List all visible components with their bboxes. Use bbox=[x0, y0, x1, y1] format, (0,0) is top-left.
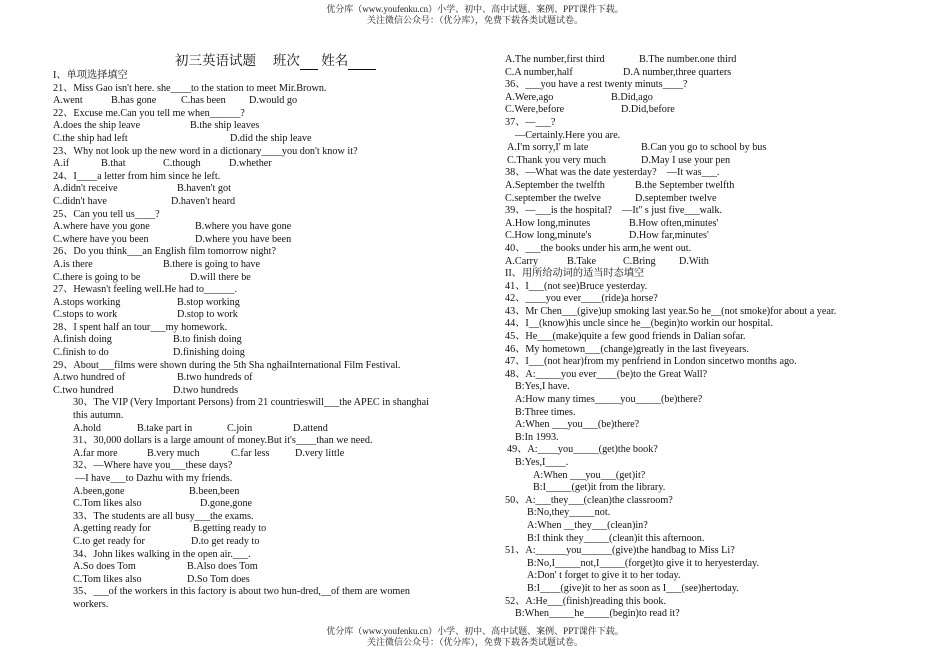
option: C.A number,half bbox=[505, 66, 573, 78]
question-36-options bbox=[505, 92, 915, 105]
page-footer bbox=[0, 626, 950, 648]
option: D.May I use your pen bbox=[641, 154, 731, 166]
option: D.whether bbox=[229, 158, 272, 170]
question-31: 31、30,000 dollars is a large amount of money.But it's____than we need. bbox=[73, 435, 373, 447]
question-52-line: B:When_____he_____(begin)to read it? bbox=[515, 608, 680, 620]
question-43: 43、Mr Chen___(give)up smoking last year.So he__(not smoke)for about a year. bbox=[505, 305, 837, 317]
question-49-line: B:Yes,I____. bbox=[515, 457, 569, 468]
question-24-options-2 bbox=[53, 196, 453, 209]
option: A.The number,first third bbox=[505, 54, 605, 65]
question-27-options bbox=[53, 297, 453, 310]
question-32-options bbox=[53, 486, 453, 499]
option: C.Were,before bbox=[505, 104, 565, 116]
question-35-options-2 bbox=[505, 67, 915, 80]
option: A.two hundred of bbox=[53, 372, 126, 384]
question-39-options bbox=[505, 218, 915, 231]
question-35-cont: workers. bbox=[73, 598, 109, 610]
option: B.the ship leaves bbox=[190, 120, 260, 132]
question-23: 23、Why not look up the new word in a dictionary____you don't know it? bbox=[53, 145, 358, 157]
name-blank bbox=[348, 52, 376, 70]
question-28: 28、I spent half an tour___my homework. bbox=[53, 321, 228, 333]
option: D.A number,three quarters bbox=[623, 66, 732, 78]
option: A.didn't receive bbox=[53, 183, 118, 195]
option: A.does the ship leave bbox=[53, 120, 141, 132]
option: B.very much bbox=[147, 447, 200, 459]
question-27: 27、Hewasn't feeling well.He had to______. bbox=[53, 284, 238, 296]
question-28-options-2 bbox=[53, 347, 453, 360]
question-32-cont: —I have___to Dazhu with my friends. bbox=[75, 473, 233, 484]
option: B.there is going to have bbox=[163, 258, 261, 270]
option: C.where have you been bbox=[53, 233, 149, 245]
question-38-options-2 bbox=[505, 193, 915, 206]
option: B.to finish doing bbox=[173, 334, 242, 346]
question-25-options bbox=[53, 221, 453, 234]
option: C.didn't have bbox=[53, 195, 107, 207]
question-26: 26、Do you think___an English film tomorrow night? bbox=[53, 246, 276, 258]
option: D.stop to work bbox=[177, 309, 238, 321]
question-21: 21、Miss Gao isn't here. she____to the station to meet Mir.Brown. bbox=[53, 82, 327, 94]
right-column bbox=[505, 54, 915, 621]
option: A.September the twelfth bbox=[505, 179, 605, 191]
option: B.Can you go to school by bus bbox=[641, 142, 767, 154]
title-main: 初三英语试题 bbox=[175, 53, 256, 68]
question-46: 46、My hometown___(change)greatly in the last fiveyears. bbox=[505, 343, 749, 355]
question-37-options-2 bbox=[505, 155, 915, 168]
option: A.is there bbox=[53, 258, 93, 270]
option: C.the ship had left bbox=[53, 132, 128, 144]
question-29-options bbox=[53, 372, 453, 385]
question-34-options-2 bbox=[53, 574, 453, 587]
question-37-options bbox=[505, 142, 915, 155]
header-line-1: 优分库（www.youfenku.cn）小学、初中、高中试题、案例、PPT课件下载。 bbox=[326, 4, 624, 14]
option: D.So Tom does bbox=[187, 573, 250, 585]
question-51: 51、A:______you______(give)the handbag to Miss Li? bbox=[505, 545, 735, 557]
question-22-options bbox=[53, 120, 453, 133]
question-50: 50、A:___they___(clean)the classroom? bbox=[505, 494, 673, 506]
question-50-line: B:I think they_____(clean)it this afternoon. bbox=[527, 532, 705, 544]
question-39: 39、—___is the hospital? —It'' s just five___walk. bbox=[505, 205, 723, 217]
option: C.september the twelve bbox=[505, 192, 601, 204]
question-24: 24、I____a letter from him since he left. bbox=[53, 170, 221, 182]
option: B.Take bbox=[567, 255, 596, 267]
option: C.has been bbox=[181, 95, 226, 107]
option: D.gone,gone bbox=[200, 498, 253, 510]
question-25: 25、Can you tell us____? bbox=[53, 208, 160, 220]
question-22: 22、Excuse me.Can you tell me when______? bbox=[53, 107, 245, 119]
question-33-options bbox=[53, 523, 453, 536]
question-34-options bbox=[53, 561, 453, 574]
question-50-line: A:When __they___(clean)in? bbox=[527, 519, 648, 531]
option: A.stops working bbox=[53, 296, 121, 308]
option: A.Were,ago bbox=[505, 91, 554, 103]
question-48-line: B:Yes,I have. bbox=[515, 381, 570, 393]
option: C.Tom likes also bbox=[73, 573, 142, 585]
question-29-options-2 bbox=[53, 385, 453, 398]
question-24-options bbox=[53, 183, 453, 196]
question-27-options-2 bbox=[53, 309, 453, 322]
question-26-options-2 bbox=[53, 272, 453, 285]
option: C.to get ready for bbox=[73, 535, 145, 547]
option: D.attend bbox=[293, 422, 328, 434]
option: B.Did,ago bbox=[611, 91, 653, 103]
question-52: 52、A:He___(finish)reading this book. bbox=[505, 595, 666, 607]
option: D.would go bbox=[249, 95, 298, 107]
question-35: 35、___of the workers in this factory is about two hun-dred,__of them are women bbox=[73, 586, 410, 598]
question-23-options bbox=[53, 158, 453, 171]
question-34: 34、John likes walking in the open air.___. bbox=[73, 548, 251, 560]
option: C.though bbox=[163, 158, 201, 170]
question-48: 48、A:_____you ever____(be)to the Great Wall? bbox=[505, 368, 708, 380]
footer-line-1: 优分库（www.youfenku.cn）小学、初中、高中试题、案例、PPT课件下载。 bbox=[326, 626, 624, 636]
option: D.With bbox=[679, 255, 709, 267]
question-25-options-2 bbox=[53, 234, 453, 247]
option: D.haven't heard bbox=[171, 195, 236, 207]
option: B.has gone bbox=[111, 95, 157, 107]
option: B.Also does Tom bbox=[187, 561, 258, 573]
option: B.How often,minutes' bbox=[629, 217, 719, 229]
question-28-options bbox=[53, 334, 453, 347]
section-1-heading: I、单项选择填空 bbox=[53, 70, 128, 81]
option: B.where you have gone bbox=[195, 221, 292, 233]
option: C.Thank you very much bbox=[507, 154, 607, 166]
question-32-options-2 bbox=[53, 498, 453, 511]
question-51-line: B:No,I_____not,I_____(forget)to give it to heryesterday. bbox=[527, 557, 759, 569]
question-26-options bbox=[53, 259, 453, 272]
option: A.if bbox=[53, 158, 70, 170]
option: B.haven't got bbox=[177, 183, 231, 195]
question-21-options bbox=[53, 95, 453, 108]
question-48-line: B:In 1993. bbox=[515, 431, 559, 443]
option: A.How long,minutes bbox=[505, 217, 591, 229]
option: C.Tom likes also bbox=[73, 498, 142, 510]
option: B.the September twelfth bbox=[635, 179, 735, 191]
section-2-heading: II、用所给动词的适当时态填空 bbox=[505, 268, 645, 280]
option: A.I'm sorry,I' m late bbox=[507, 142, 589, 154]
question-51-line: B:I____(give)it to her as soon as I___(see)hertoday. bbox=[527, 582, 739, 594]
question-36: 36、___you have a rest twenty minuts____? bbox=[505, 79, 688, 91]
option: A.Carry bbox=[505, 255, 539, 267]
question-42: 42、____you ever____(ride)a horse? bbox=[505, 293, 658, 305]
question-38: 38、—What was the date yesterday? —It was___. bbox=[505, 167, 720, 179]
page-header bbox=[0, 4, 950, 26]
option: B.The number.one third bbox=[639, 54, 737, 65]
option: A.finish doing bbox=[53, 334, 112, 346]
question-40: 40、___the books under his arm,he went out. bbox=[505, 242, 692, 254]
question-50-line: B:No,they_____not. bbox=[527, 507, 611, 519]
option: C.stops to work bbox=[53, 309, 118, 321]
option: C.How long,minute's bbox=[505, 230, 592, 242]
option: A.far more bbox=[73, 447, 118, 459]
option: C.finish to do bbox=[53, 347, 109, 359]
question-33-options-2 bbox=[53, 536, 453, 549]
question-38-options bbox=[505, 180, 915, 193]
option: D.to get ready to bbox=[191, 535, 260, 547]
question-49: 49、A:____you_____(get)the book? bbox=[507, 444, 658, 456]
option: A.where have you gone bbox=[53, 221, 150, 233]
option: A.hold bbox=[73, 422, 102, 434]
question-36-options-2 bbox=[505, 104, 915, 117]
question-51-line: A:Don' t forget to give it to her today. bbox=[527, 570, 681, 582]
option: A.getting ready for bbox=[73, 523, 151, 535]
question-45: 45、He___(make)quite a few good friends in Dalian sofar. bbox=[505, 331, 746, 343]
left-column bbox=[53, 52, 453, 612]
question-31-options bbox=[53, 448, 453, 461]
option: D.did the ship leave bbox=[230, 132, 312, 144]
option: B.that bbox=[101, 158, 126, 170]
option: D.where you have been bbox=[195, 233, 292, 245]
question-48-line: A:How many times_____you_____(be)there? bbox=[515, 394, 703, 406]
question-37: 37、—___? bbox=[505, 116, 556, 128]
option: D.very little bbox=[295, 447, 345, 459]
question-39-options-2 bbox=[505, 230, 915, 243]
question-48-line: B:Three times. bbox=[515, 406, 576, 418]
option: C.two hundred bbox=[53, 384, 114, 396]
question-35-options bbox=[505, 54, 915, 67]
question-30-options bbox=[53, 423, 453, 436]
question-33: 33、The students are all busy___the exams. bbox=[73, 510, 254, 522]
question-30: 30、The VIP (Very Important Persons) from 21 countrieswill___the APEC in shanghai bbox=[73, 397, 429, 409]
class-label: 班次 bbox=[272, 53, 300, 68]
question-40-options bbox=[505, 256, 915, 269]
option: A.So does Tom bbox=[73, 561, 136, 573]
question-44: 44、I__(know)his uncle since he__(begin)to workin our hospital. bbox=[505, 318, 773, 330]
option: B.stop working bbox=[177, 296, 240, 308]
page-title bbox=[175, 52, 453, 70]
option: B.been,been bbox=[189, 485, 240, 497]
question-49-line: B:I_____(get)it from the library. bbox=[533, 482, 666, 494]
question-47: 47、I___(not hear)from my penfriend in London sincetwo months ago. bbox=[505, 356, 797, 368]
option: D.finishing doing bbox=[173, 347, 245, 359]
option: B.take part in bbox=[137, 422, 193, 434]
question-48-line: A:When ___you___(be)there? bbox=[515, 419, 640, 431]
option: B.getting ready to bbox=[193, 523, 267, 535]
option: D.two hundreds bbox=[173, 384, 239, 396]
question-22-options-2 bbox=[53, 133, 453, 146]
header-line-2: 关注微信公众号：（优分库），免费下载各类试题试卷。 bbox=[366, 15, 583, 25]
option: C.far less bbox=[231, 447, 270, 459]
option: B.two hundreds of bbox=[177, 372, 253, 384]
option: D.september twelve bbox=[635, 192, 717, 204]
option: D.How far,minutes' bbox=[629, 230, 709, 242]
option: C.Bring bbox=[623, 255, 656, 267]
option: C.there is going to be bbox=[53, 271, 141, 283]
question-32: 32、—Where have you___these days? bbox=[73, 460, 233, 472]
question-30-cont: this autumn. bbox=[73, 410, 124, 422]
question-49-line: A:When ___you___(get)it? bbox=[533, 469, 646, 481]
footer-line-2: 关注微信公众号：（优分库），免费下载各类试题试卷。 bbox=[366, 637, 583, 647]
option: A.went bbox=[53, 95, 83, 107]
option: D.will there be bbox=[190, 271, 251, 283]
option: A.been,gone bbox=[73, 485, 125, 497]
option: D.Did,before bbox=[621, 104, 675, 116]
question-41: 41、I___(not see)Bruce yesterday. bbox=[505, 280, 648, 292]
question-29: 29、About___films were shown during the 5th Sha nghaiInternational Film Festival. bbox=[53, 359, 401, 371]
question-37-cont: —Certainly.Here you are. bbox=[515, 129, 621, 141]
class-blank bbox=[300, 52, 318, 70]
option: C.join bbox=[227, 422, 253, 434]
name-label: 姓名 bbox=[321, 53, 349, 68]
